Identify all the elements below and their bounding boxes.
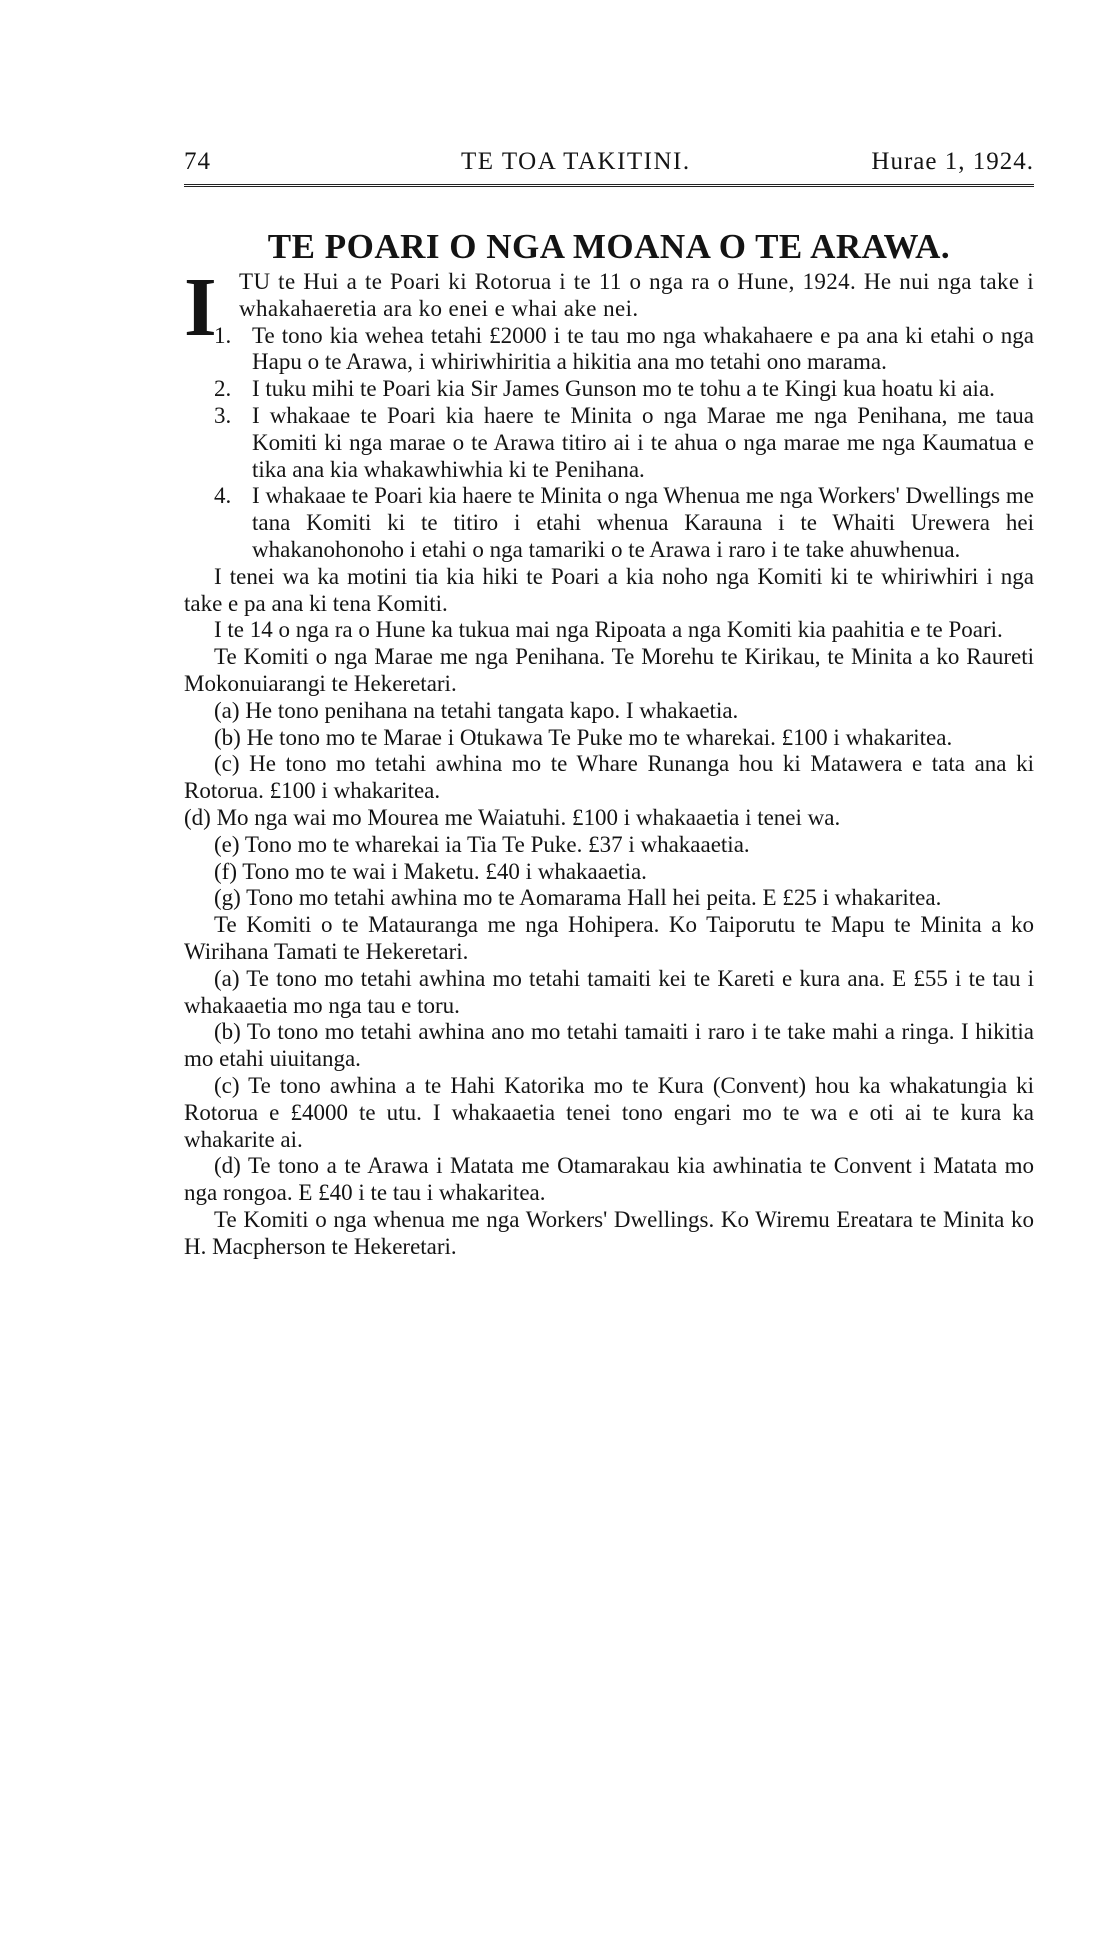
sub-item: (c) He tono mo tetahi awhina mo te Whare Runanga hou ki Matawera e tata ana ki Rotorua. £100 i whakaritea.: [184, 751, 1034, 804]
committee-heading: Te Komiti o nga whenua me nga Workers' Dwellings. Ko Wiremu Ereatara te Minita ko H. Macpherson te Hekeretari.: [184, 1206, 1034, 1259]
sub-item: (c) Te tono awhina a te Hahi Katorika mo te Kura (Convent) hou ka whakatungia ki Rotorua e £4000 te utu. I whakaaetia tenei tono engari mo te wa e oti ai te kura ka whakarite ai.: [184, 1072, 1034, 1152]
item-number: 2.: [214, 376, 232, 402]
sub-item: (d) Te tono a te Arawa i Matata me Otamarakau kia awhinatia te Convent i Matata mo nga rongoa. E £40 i te tau i whakaritea.: [184, 1153, 1034, 1206]
journal-title: TE TOA TAKITINI.: [461, 148, 691, 175]
sub-item: (b) He tono mo te Marae i Otukawa Te Puke mo te wharekai. £100 i whakaritea.: [214, 724, 953, 750]
item-text: Te tono kia wehea tetahi £2000 i te tau mo nga whakahaere e pa ana ki etahi o nga Hapu o te Arawa, i whiriwhiritia a hikitia ana mo tetahi ono marama.: [252, 322, 1034, 375]
sub-item: (e) Tono mo te wharekai ia Tia Te Puke. £37 i whakaaetia.: [214, 831, 750, 857]
list-item: [184, 323, 1034, 377]
header-rule: [184, 184, 1034, 189]
list-item: [184, 403, 1034, 483]
committee-heading: Te Komiti o te Matauranga me nga Hohipera. Ko Taiporutu te Mapu te Minita a ko Wirihana Tamati te Hekeretari.: [184, 912, 1034, 964]
list-item: [184, 483, 1034, 563]
item-number: 3.: [214, 402, 232, 428]
list-item: [184, 376, 1034, 403]
item-text: I whakaae te Poari kia haere te Minita o nga Marae me nga Penihana, me taua Komiti ki nga marae o te Arawa titiro ai i te ahua o nga marae me nga Kaumatua e tika ana kia whakawhiwhia ki te Penihana.: [252, 402, 1034, 482]
item-number: 1.: [214, 322, 232, 348]
page-number: 74: [184, 148, 211, 175]
sub-item: (g) Tono mo tetahi awhina mo te Aomarama Hall hei peita. E £25 i whakaritea.: [214, 885, 942, 911]
lead-text: TU te Hui a te Poari ki Rotorua i te 11 o nga ra o Hune, 1924. He nui nga take i whakahaeretia ara ko enei e whai ake nei.: [239, 269, 1034, 321]
sub-item: (b) To tono mo tetahi awhina ano mo tetahi tamaiti i raro i te take mahi a ringa. I hikitia mo etahi uiuitanga.: [184, 1019, 1034, 1072]
drop-cap: I: [184, 261, 217, 354]
issue-date: Hurae 1, 1924.: [871, 148, 1034, 175]
item-text: I tuku mihi te Poari kia Sir James Gunson mo te tohu a te Kingi kua hoatu ki aia.: [252, 376, 995, 402]
committee-heading: Te Komiti o nga Marae me nga Penihana. Te Morehu te Kirikau, te Minita a ko Raureti Mokonuiarangi te Hekeretari.: [184, 644, 1034, 696]
sub-item: (d) Mo nga wai mo Mourea me Waiatuhi. £100 i whakaaetia i tenei wa.: [184, 804, 841, 830]
article-title: TE POARI O NGA MOANA O TE ARAWA.: [267, 227, 951, 266]
item-text: I whakaae te Poari kia haere te Minita o nga Whenua me nga Workers' Dwellings me tana Komiti ki te titiro i etahi whenua Karauna i te Whaiti Urewera hei whakanohonoho i etahi o nga tamariki o te Arawa i raro i te take ahuwhenua.: [252, 483, 1034, 562]
sub-item: (f) Tono mo te wai i Maketu. £40 i whakaaetia.: [214, 858, 647, 884]
paragraph: I te 14 o nga ra o Hune ka tukua mai nga Ripoata a nga Komiti kia paahitia e te Poari.: [214, 617, 1003, 643]
item-number: 4.: [214, 483, 232, 509]
paragraph: I tenei wa ka motini tia kia hiki te Poari a kia noho nga Komiti ki te whiriwhiri i nga take e pa ana ki tena Komiti.: [184, 563, 1034, 616]
sub-item: (a) Te tono mo tetahi awhina mo tetahi tamaiti kei te Kareti e kura ana. E £55 i te tau i whakaaetia mo nga tau e toru.: [184, 965, 1034, 1018]
article-body: [184, 261, 1034, 1260]
page: [184, 140, 1034, 1260]
sub-item: (a) He tono penihana na tetahi tangata kapo. I whakaetia.: [214, 697, 739, 723]
running-header: [184, 140, 1034, 180]
